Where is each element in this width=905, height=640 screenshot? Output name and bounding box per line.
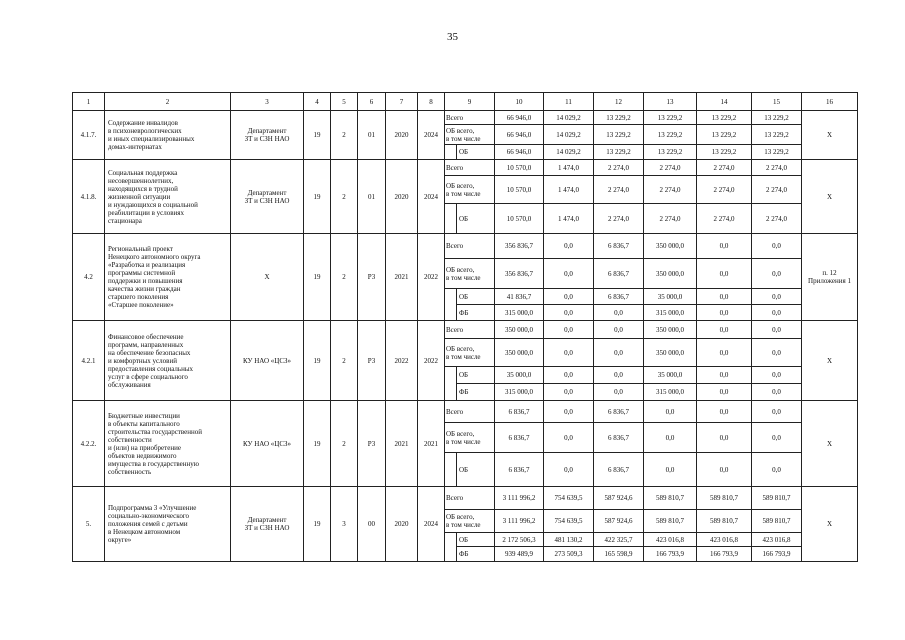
funding-label: ФБ [457,384,495,401]
column-number-10: 10 [495,93,544,111]
value-cell: 0,0 [594,339,644,367]
value-cell: 481 130,2 [544,533,594,547]
value-cell: 1 474,0 [544,204,594,234]
row-executor: Департамент ЗТ и СЗН НАО [231,160,304,234]
value-cell: 41 836,7 [495,289,544,305]
row-code-c8: 2022 [418,234,445,321]
row-code-c7: 2020 [386,487,418,562]
row-note: Х [802,321,858,401]
column-number-7: 7 [386,93,418,111]
value-cell: 0,0 [544,453,594,487]
value-cell: 0,0 [752,367,802,384]
table-row [73,111,858,125]
budget-table [72,92,858,562]
funding-indent [445,204,457,234]
value-cell: 2 274,0 [752,160,802,176]
value-cell: 0,0 [594,305,644,321]
value-cell: 35 000,0 [495,367,544,384]
row-description: Социальная поддержка несовершеннолетних, находящихся в трудной жизненной ситуации и нуждающихся в социальной реабилитации в условиях стационара [105,160,231,234]
row-code-c5: 2 [331,111,358,160]
value-cell: 6 836,7 [495,423,544,453]
value-cell: 0,0 [697,367,752,384]
value-cell: 350 000,0 [644,234,697,259]
value-cell: 3 111 996,2 [495,487,544,510]
value-cell: 0,0 [752,453,802,487]
funding-label: ФБ [457,305,495,321]
table-row [73,487,858,510]
row-number: 4.2.2. [73,401,105,487]
funding-label: Всего [445,401,495,423]
value-cell: 315 000,0 [495,384,544,401]
funding-label: ОБ всего, в том числе [445,339,495,367]
row-code-c6: 01 [358,111,386,160]
value-cell: 0,0 [697,234,752,259]
value-cell: 0,0 [752,321,802,339]
row-code-c6: Р3 [358,321,386,401]
column-number-12: 12 [594,93,644,111]
row-code-c7: 2020 [386,160,418,234]
value-cell: 0,0 [594,384,644,401]
value-cell: 13 229,2 [594,125,644,145]
page-number: 35 [447,31,458,43]
value-cell: 13 229,2 [644,125,697,145]
value-cell: 66 946,0 [495,145,544,160]
value-cell: 3 111 996,2 [495,510,544,533]
value-cell: 0,0 [697,384,752,401]
funding-label: ОБ [457,289,495,305]
value-cell: 939 489,9 [495,547,544,562]
value-cell: 6 836,7 [594,289,644,305]
value-cell: 10 570,0 [495,204,544,234]
row-code-c8: 2024 [418,487,445,562]
value-cell: 35 000,0 [644,367,697,384]
value-cell: 0,0 [544,321,594,339]
value-cell: 2 274,0 [644,176,697,204]
value-cell: 589 810,7 [752,487,802,510]
value-cell: 350 000,0 [495,339,544,367]
value-cell: 14 029,2 [544,125,594,145]
row-note: п. 12 Приложения 1 [802,234,858,321]
row-executor: КУ НАО «ЦСЗ» [231,401,304,487]
value-cell: 423 016,8 [644,533,697,547]
row-code-c5: 3 [331,487,358,562]
funding-label: Всего [445,487,495,510]
row-note: Х [802,111,858,160]
table-row [73,401,858,423]
value-cell: 350 000,0 [644,259,697,289]
value-cell: 0,0 [644,423,697,453]
column-number-16: 16 [802,93,858,111]
table-row [73,160,858,176]
value-cell: 2 274,0 [752,204,802,234]
row-code-c4: 19 [304,160,331,234]
row-description: Финансовое обеспечение программ, направленных на обеспечение безопасных и комфортных условий предоставления социальных услуг в сфере социального обслуживания [105,321,231,401]
row-code-c7: 2021 [386,234,418,321]
value-cell: 0,0 [752,289,802,305]
value-cell: 0,0 [544,423,594,453]
column-number-3: 3 [231,93,304,111]
column-number-row [73,93,858,111]
funding-label: ФБ [457,547,495,562]
table-body [73,93,858,562]
column-number-8: 8 [418,93,445,111]
value-cell: 589 810,7 [644,510,697,533]
value-cell: 2 274,0 [644,160,697,176]
row-code-c7: 2022 [386,321,418,401]
value-cell: 0,0 [544,305,594,321]
value-cell: 0,0 [594,367,644,384]
value-cell: 315 000,0 [644,384,697,401]
value-cell: 1 474,0 [544,176,594,204]
value-cell: 0,0 [752,339,802,367]
column-number-2: 2 [105,93,231,111]
value-cell: 273 509,3 [544,547,594,562]
value-cell: 13 229,2 [594,111,644,125]
value-cell: 0,0 [697,423,752,453]
value-cell: 0,0 [697,339,752,367]
value-cell: 13 229,2 [752,145,802,160]
value-cell: 315 000,0 [495,305,544,321]
row-code-c6: Р3 [358,401,386,487]
value-cell: 6 836,7 [594,234,644,259]
value-cell: 166 793,9 [752,547,802,562]
value-cell: 422 325,7 [594,533,644,547]
row-note: Х [802,487,858,562]
row-code-c5: 2 [331,234,358,321]
value-cell: 0,0 [544,384,594,401]
funding-label: ОБ [457,453,495,487]
row-code-c7: 2021 [386,401,418,487]
value-cell: 0,0 [544,289,594,305]
value-cell: 6 836,7 [495,453,544,487]
funding-label: ОБ [457,533,495,547]
funding-label: ОБ [457,367,495,384]
row-number: 4.2 [73,234,105,321]
row-code-c5: 2 [331,321,358,401]
row-note: Х [802,401,858,487]
value-cell: 13 229,2 [697,125,752,145]
row-number: 5. [73,487,105,562]
column-number-1: 1 [73,93,105,111]
row-description: Бюджетные инвестиции в объекты капитального строительства государственной собственности и (или) на приобретение объектов недвижимого имущества в государственную собственность [105,401,231,487]
row-number: 4.1.8. [73,160,105,234]
funding-label: ОБ [457,204,495,234]
column-number-6: 6 [358,93,386,111]
value-cell: 0,0 [544,401,594,423]
value-cell: 2 274,0 [594,204,644,234]
value-cell: 2 274,0 [752,176,802,204]
row-code-c8: 2024 [418,111,445,160]
value-cell: 13 229,2 [644,111,697,125]
column-number-11: 11 [544,93,594,111]
funding-label: Всего [445,321,495,339]
value-cell: 14 029,2 [544,145,594,160]
funding-indent [445,453,457,487]
value-cell: 2 274,0 [644,204,697,234]
row-executor: Х [231,234,304,321]
value-cell: 315 000,0 [644,305,697,321]
row-code-c5: 2 [331,160,358,234]
value-cell: 2 274,0 [697,204,752,234]
value-cell: 587 924,6 [594,510,644,533]
funding-label: Всего [445,111,495,125]
value-cell: 589 810,7 [697,510,752,533]
funding-label: Всего [445,234,495,259]
value-cell: 2 274,0 [697,176,752,204]
value-cell: 423 016,8 [752,533,802,547]
value-cell: 0,0 [697,259,752,289]
column-number-14: 14 [697,93,752,111]
row-executor: Департамент ЗТ и СЗН НАО [231,487,304,562]
row-code-c6: Р3 [358,234,386,321]
value-cell: 0,0 [752,259,802,289]
row-description: Подпрограмма 3 «Улучшение социально-экономического положения семей с детьми в Ненецком автономном округе» [105,487,231,562]
value-cell: 13 229,2 [697,145,752,160]
value-cell: 2 274,0 [594,160,644,176]
value-cell: 0,0 [752,234,802,259]
funding-indent [445,367,457,401]
value-cell: 0,0 [544,234,594,259]
value-cell: 166 793,9 [644,547,697,562]
value-cell: 350 000,0 [495,321,544,339]
value-cell: 0,0 [752,401,802,423]
row-code-c5: 2 [331,401,358,487]
value-cell: 1 474,0 [544,160,594,176]
row-executor: Департамент ЗТ и СЗН НАО [231,111,304,160]
funding-label: ОБ всего, в том числе [445,176,495,204]
funding-label: ОБ всего, в том числе [445,423,495,453]
row-code-c6: 01 [358,160,386,234]
value-cell: 165 598,9 [594,547,644,562]
value-cell: 13 229,2 [697,111,752,125]
row-description: Региональный проект Ненецкого автономного округа «Разработка и реализация программы системной поддержки и повышения качества жизни граждан старшего поколения «Старшее поколение» [105,234,231,321]
funding-label: Всего [445,160,495,176]
value-cell: 0,0 [544,367,594,384]
funding-label: ОБ [457,145,495,160]
value-cell: 2 274,0 [697,160,752,176]
value-cell: 10 570,0 [495,176,544,204]
table-row [73,234,858,259]
row-code-c4: 19 [304,487,331,562]
value-cell: 6 836,7 [594,401,644,423]
value-cell: 0,0 [644,453,697,487]
value-cell: 0,0 [544,259,594,289]
row-executor: КУ НАО «ЦСЗ» [231,321,304,401]
value-cell: 0,0 [752,423,802,453]
row-code-c6: 00 [358,487,386,562]
row-code-c4: 19 [304,234,331,321]
value-cell: 589 810,7 [697,487,752,510]
value-cell: 6 836,7 [594,259,644,289]
value-cell: 0,0 [752,305,802,321]
funding-indent [445,145,457,160]
row-number: 4.1.7. [73,111,105,160]
row-code-c8: 2021 [418,401,445,487]
value-cell: 6 836,7 [495,401,544,423]
value-cell: 350 000,0 [644,339,697,367]
funding-indent [445,289,457,321]
value-cell: 587 924,6 [594,487,644,510]
value-cell: 754 639,5 [544,510,594,533]
column-number-13: 13 [644,93,697,111]
value-cell: 13 229,2 [594,145,644,160]
funding-label: ОБ всего, в том числе [445,125,495,145]
value-cell: 356 836,7 [495,259,544,289]
funding-label: ОБ всего, в том числе [445,259,495,289]
funding-label: ОБ всего, в том числе [445,510,495,533]
row-code-c8: 2024 [418,160,445,234]
row-note: Х [802,160,858,234]
row-code-c4: 19 [304,321,331,401]
value-cell: 35 000,0 [644,289,697,305]
value-cell: 13 229,2 [752,111,802,125]
value-cell: 0,0 [644,401,697,423]
value-cell: 350 000,0 [644,321,697,339]
value-cell: 754 639,5 [544,487,594,510]
value-cell: 0,0 [697,289,752,305]
value-cell: 10 570,0 [495,160,544,176]
value-cell: 2 274,0 [594,176,644,204]
value-cell: 166 793,9 [697,547,752,562]
value-cell: 423 016,8 [697,533,752,547]
value-cell: 6 836,7 [594,423,644,453]
table-row [73,321,858,339]
column-number-5: 5 [331,93,358,111]
funding-indent [445,533,457,562]
value-cell: 0,0 [544,339,594,367]
value-cell: 0,0 [594,321,644,339]
value-cell: 2 172 506,3 [495,533,544,547]
value-cell: 589 810,7 [644,487,697,510]
value-cell: 0,0 [697,453,752,487]
value-cell: 66 946,0 [495,111,544,125]
value-cell: 66 946,0 [495,125,544,145]
value-cell: 6 836,7 [594,453,644,487]
value-cell: 13 229,2 [752,125,802,145]
row-code-c8: 2022 [418,321,445,401]
value-cell: 13 229,2 [644,145,697,160]
row-number: 4.2.1 [73,321,105,401]
value-cell: 589 810,7 [752,510,802,533]
row-description: Содержание инвалидов в психоневрологических и иных специализированных домах-интернатах [105,111,231,160]
value-cell: 0,0 [697,401,752,423]
row-code-c4: 19 [304,401,331,487]
row-code-c4: 19 [304,111,331,160]
value-cell: 0,0 [752,384,802,401]
value-cell: 0,0 [697,321,752,339]
column-number-4: 4 [304,93,331,111]
value-cell: 0,0 [697,305,752,321]
value-cell: 14 029,2 [544,111,594,125]
column-number-9: 9 [445,93,495,111]
value-cell: 356 836,7 [495,234,544,259]
column-number-15: 15 [752,93,802,111]
row-code-c7: 2020 [386,111,418,160]
